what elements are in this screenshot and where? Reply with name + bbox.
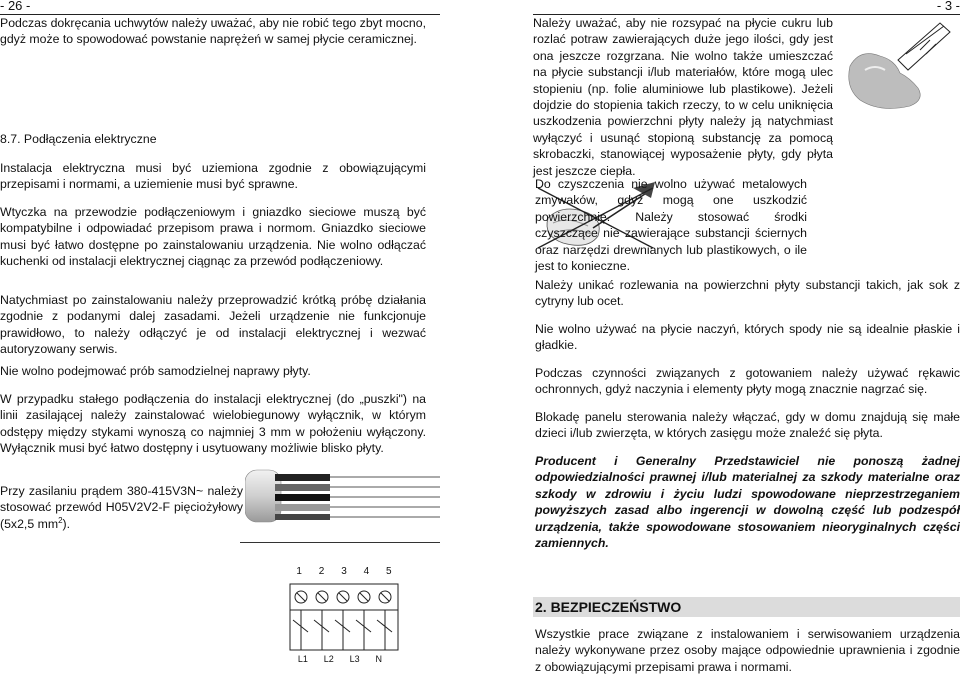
- five-core-cable-illustration: [245, 440, 440, 540]
- terminal-numbers: 1 2 3 4 5: [296, 566, 392, 577]
- paragraph-control-lock: Blokadę panelu sterowania należy włączać, gdy w domu znajdują się małe dzieci i/lub zwierzęta, w których zasięgu może znaleźć się płyta.: [535, 410, 960, 441]
- scraper-melted-substance-illustration: [840, 18, 958, 116]
- section-heading-electrical: 8.7. Podłączenia elektryczne: [0, 132, 157, 146]
- paragraph-no-self-repair: Nie wolno podejmować prób samodzielnej naprawy płyty.: [0, 364, 311, 378]
- liability-warning: Producent i Generalny Przedstawiciel nie ponoszą żadnej odpowiedzialności prawnej i/lub materialnej za szkody materialne oraz szkody w zdrowiu i życiu ludzi spowodowane nieprzestrzeganiem powyższych zasad albo ingerencji w dowolną część lub podzespół urządzenia, także spowodowane stosowaniem nieoryginalnych części zamiennych.: [535, 454, 960, 551]
- paragraph-grounding: Instalacja elektryczna musi być uziemiona zgodnie z obowiązującymi przepisami i normami, a uziemienie musi być sprawne.: [0, 161, 426, 192]
- terminal-block-diagram: [288, 566, 400, 676]
- intro-paragraph: Podczas dokręcania uchwytów należy uważać, aby nie robić tego zbyt mocno, gdyż może to spowodować powstanie naprężeń w samej płycie ceramicznej.: [0, 16, 426, 47]
- paragraph-test-run: Natychmiast po zainstalowaniu należy przeprowadzić krótką próbę działania zgodnie z podanymi dalej zasadami. Jeżeli urządzenie nie funkcjonuje prawidłowo, to należy odłączyć je od instalacji elektrycznej i wezwać autoryzowany serwis.: [0, 293, 426, 357]
- cable-dimension-line: [240, 542, 440, 543]
- paragraph-gloves: Podczas czynności związanych z gotowaniem należy używać rękawic ochronnych, gdyż naczynia i elementy płyty mogą znacznie nagrzać się.: [535, 366, 960, 397]
- page-number: - 3 -: [936, 0, 960, 13]
- page-number: - 26 -: [0, 0, 31, 13]
- paragraph-permanent-connection: W przypadku stałego podłączenia do instalacji elektrycznej (do „puszki") na linii zasilającej należy zainstalować wielobiegunowy wyłącznik, w którym odstępy między stykami wynoszą co najmniej 3 mm w położeniu wyłączony. Wyłącznik musi być łatwo dostępny i usytuowany możliwie blisko płyty.: [0, 392, 426, 456]
- paragraph-supply-cable: Przy zasilaniu prądem 380-415V3N~ należy stosować przewód H05V2V2-F pięciożyłowy (5x2,5 $mm^2$).: [0, 484, 243, 531]
- paragraph-safety: Wszystkie prace związane z instalowaniem i serwisowaniem urządzenia należy wykonywane przez osoby mające odpowiednie uprawnienia i zgodnie z obowiązującymi przepisami prawa i normami.: [535, 627, 960, 674]
- paragraph-cleaning-agents: Do czyszczenia nie wolno używać metalowych zmywaków, gdyż mogą one uszkodzić powierzchnię. Należy stosować środki czyszczące nie zawierające substancji ściernych oraz narzędzi drewnianych lub plastikowych, o ile jest to konieczne.: [535, 177, 807, 274]
- right-page: [533, 0, 960, 676]
- paragraph-sugar-melting: Należy uważać, aby nie rozsypać na płycie cukru lub rozlać potraw zawierających duże jego ilości, gdy jest ona jeszcze rozgrzana. Nie wolno także umieszczać na płycie substancji i/lub materiałów, które mogą ulec stopieniu (np. folie aluminiowe lub plastikowe). Jeżeli dojdzie do stopienia takich rzeczy, to w celu uniknięcia uszkodzenia powierzchni płyty należy ją natychmiast wyłączyć i usunąć stopioną substancję za pomocą skrobaczki, stanowiącej wyposażenie płyty, gdy płyta jest jeszcze ciepła.: [533, 16, 833, 178]
- paragraph-lemon-vinegar: Należy unikać rozlewania na powierzchni płyty substancji takich, jak sok z cytryny lub ocet.: [535, 278, 960, 309]
- terminal-labels: L1 L2 L3 N: [297, 654, 383, 664]
- section-heading-safety: 2. BEZPIECZEŃSTWO: [533, 597, 960, 617]
- paragraph-flat-pans: Nie wolno używać na płycie naczyń, których spody nie są idealnie płaskie i gładkie.: [535, 322, 960, 353]
- paragraph-plug-socket: Wtyczka na przewodzie podłączeniowym i gniazdko sieciowe muszą być kompatybilne i odpowiadać przepisom prawa i normom. Gniazdko sieciowe musi być łatwo dostępne po zainstalowaniu urządzenia. Nie wolno odłączać kuchenki od instalacji elektrycznej ciągnąc za przewód podłączeniowy.: [0, 205, 426, 269]
